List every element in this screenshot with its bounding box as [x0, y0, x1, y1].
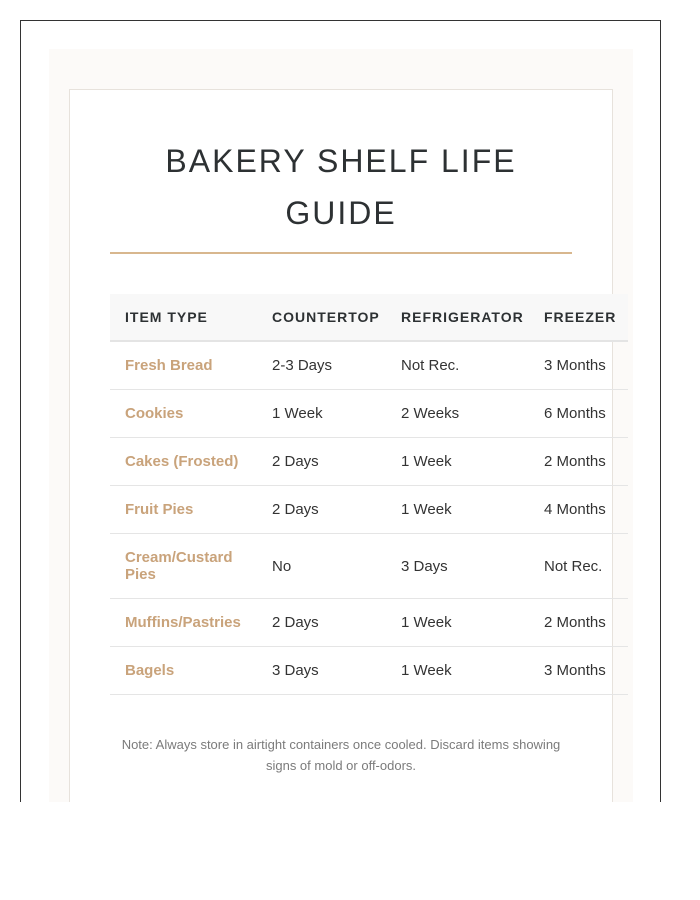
table-row	[110, 647, 628, 695]
shelf-life-table	[110, 294, 628, 695]
item-name: Cream/Custard Pies	[110, 534, 257, 599]
freezer-cell: 6 Months	[529, 390, 628, 438]
freezer-cell: 2 Months	[529, 599, 628, 647]
countertop-cell: No	[257, 534, 386, 599]
item-name: Cookies	[110, 390, 257, 438]
item-name: Fresh Bread	[110, 341, 257, 390]
page-title: BAKERY SHELF LIFE GUIDE	[165, 143, 517, 231]
table-row	[110, 438, 628, 486]
header-refrigerator: REFRIGERATOR	[386, 294, 529, 341]
refrigerator-cell: 1 Week	[386, 647, 529, 695]
item-name: Muffins/Pastries	[110, 599, 257, 647]
item-name: Cakes (Frosted)	[110, 438, 257, 486]
item-name: Bagels	[110, 647, 257, 695]
countertop-cell: 1 Week	[257, 390, 386, 438]
refrigerator-cell: Not Rec.	[386, 341, 529, 390]
refrigerator-cell: 1 Week	[386, 599, 529, 647]
freezer-cell: 3 Months	[529, 341, 628, 390]
table-row	[110, 486, 628, 534]
header-freezer: FREEZER	[529, 294, 628, 341]
refrigerator-cell: 1 Week	[386, 486, 529, 534]
page-backdrop	[49, 49, 633, 802]
countertop-cell: 3 Days	[257, 647, 386, 695]
item-name: Fruit Pies	[110, 486, 257, 534]
table-row	[110, 390, 628, 438]
countertop-cell: 2 Days	[257, 486, 386, 534]
table-row	[110, 534, 628, 599]
storage-note: Note: Always store in airtight containers once cooled. Discard items showing signs of mold or off-odors.	[121, 737, 561, 773]
countertop-cell: 2-3 Days	[257, 341, 386, 390]
table-row	[110, 599, 628, 647]
freezer-cell: Not Rec.	[529, 534, 628, 599]
header-item-type: ITEM TYPE	[110, 294, 257, 341]
refrigerator-cell: 3 Days	[386, 534, 529, 599]
refrigerator-cell: 1 Week	[386, 438, 529, 486]
freezer-cell: 4 Months	[529, 486, 628, 534]
guide-card	[69, 89, 617, 802]
countertop-cell: 2 Days	[257, 599, 386, 647]
header-countertop: COUNTERTOP	[257, 294, 386, 341]
freezer-cell: 2 Months	[529, 438, 628, 486]
title-divider	[110, 252, 572, 254]
table-row	[110, 341, 628, 390]
countertop-cell: 2 Days	[257, 438, 386, 486]
refrigerator-cell: 2 Weeks	[386, 390, 529, 438]
freezer-cell: 3 Months	[529, 647, 628, 695]
page-frame	[20, 20, 661, 802]
table-header-row	[110, 294, 628, 341]
